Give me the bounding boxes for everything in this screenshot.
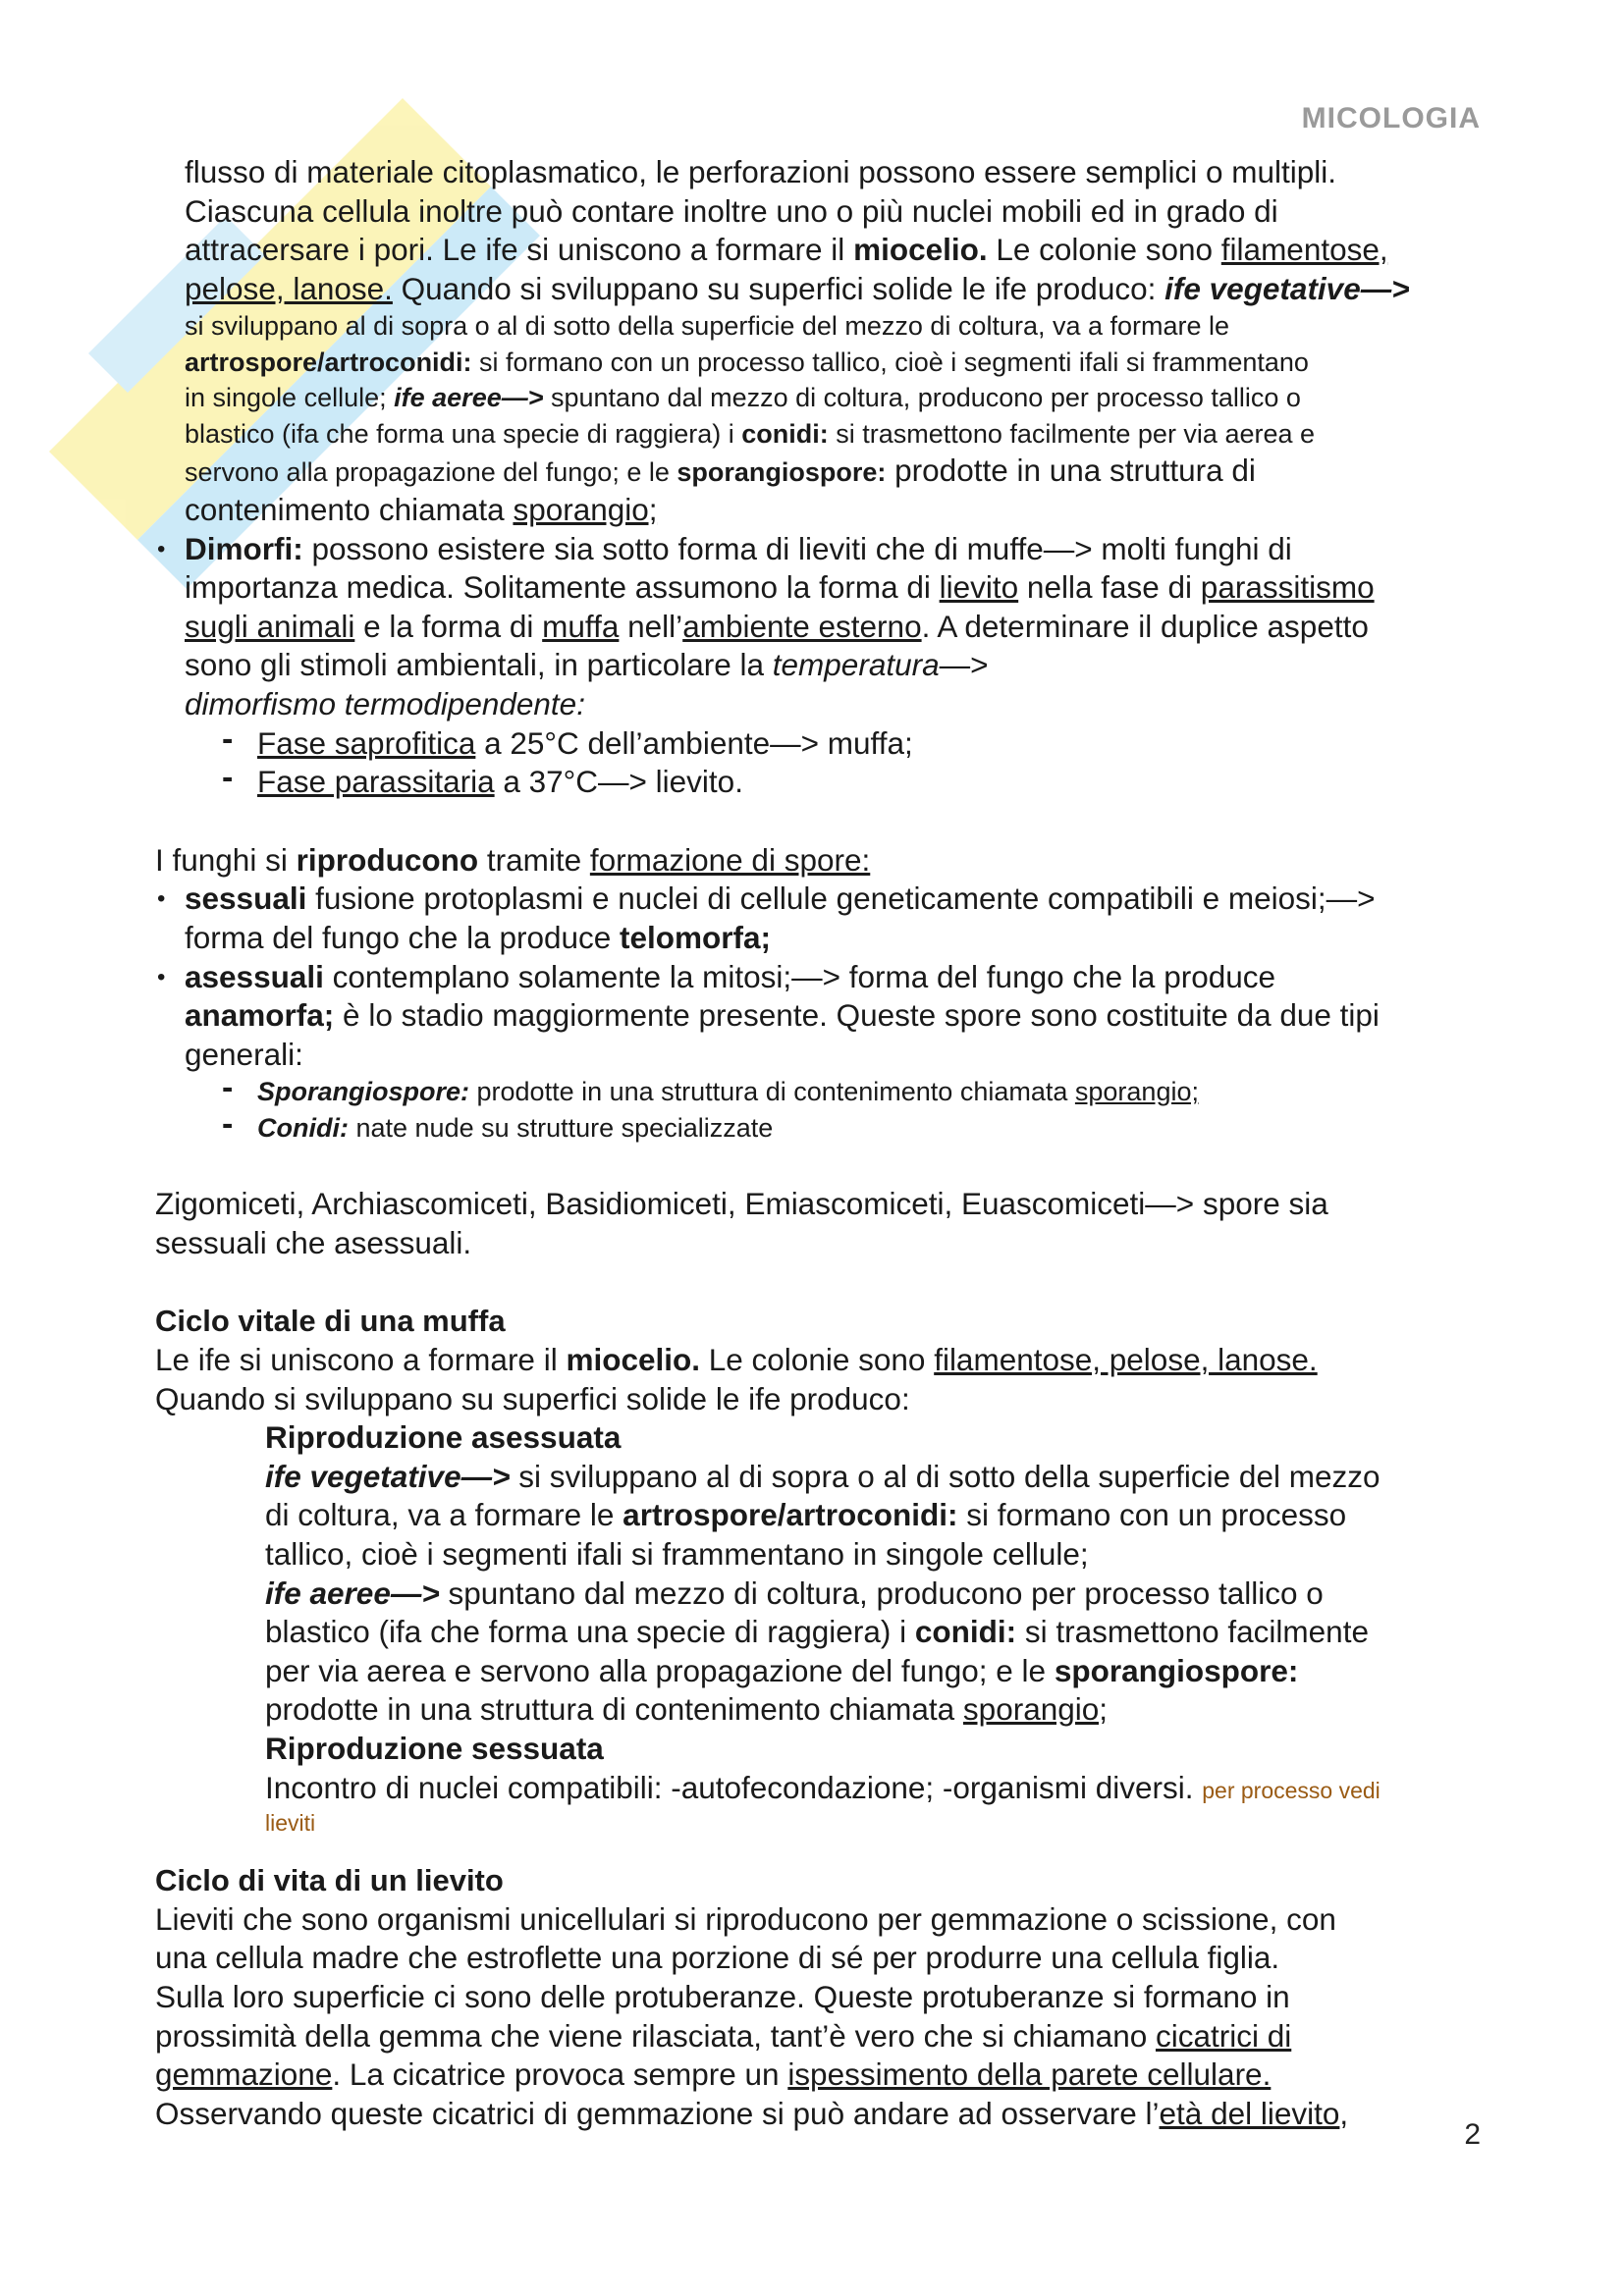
- text-line: Ciascuna cellula inoltre può contare inoltre uno o più nuclei mobili ed in grado di: [185, 192, 1278, 229]
- text-line: contenimento chiamata sporangio;: [185, 491, 658, 527]
- text-line: Sulla loro superficie ci sono delle protuberanze. Queste protuberanze si formano in: [155, 1978, 1290, 2014]
- text-line: forma del fungo che la produce telomorfa;: [185, 919, 772, 955]
- text-line: Osservando queste cicatrici di gemmazione si può andare ad osservare l’età del lievito,: [155, 2095, 1349, 2131]
- text-line: prodotte in una struttura di contenimento chiamata sporangio;: [265, 1691, 1109, 1728]
- text-line: ife aeree—> spuntano dal mezzo di coltura, producono per processo tallico o: [265, 1575, 1324, 1611]
- dash-item: - Conidi: nate nude su strutture specializzate: [155, 1110, 1490, 1147]
- text-line: sono gli stimoli ambientali, in particolare la temperatura—>: [185, 647, 989, 683]
- text-line: sessuali che asessuali.: [155, 1224, 472, 1260]
- dimorfi-bullet: [155, 530, 1490, 802]
- intro-paragraph: [155, 153, 1490, 530]
- page-number: 2: [1464, 2118, 1481, 2151]
- subheading: Riproduzione sessuata: [265, 1731, 604, 1766]
- section-heading: Ciclo di vita di un lievito: [155, 1863, 504, 1898]
- text-line: dimorfismo termodipendente:: [185, 685, 585, 721]
- text-line: una cellula madre che estroflette una porzione di sé per produrre una cellula figlia.: [155, 1940, 1280, 1976]
- list-item: • asessuali contemplano solamente la mitosi;—> forma del fungo che la produce: [155, 958, 1490, 997]
- margin-note: lieviti: [265, 1810, 316, 1837]
- text-line: tallico, cioè i segmenti ifali si frammentano in singole cellule;: [265, 1536, 1089, 1573]
- text-line: artrospore/artroconidi: si formano con un processo tallico, cioè i segmenti ifali si frammentano: [185, 347, 1309, 377]
- text-line: Quando si sviluppano su superfici solide le ife produco:: [155, 1380, 910, 1416]
- document-body: [155, 153, 1490, 2133]
- text-line: anamorfa; è lo stadio maggiormente presente. Queste spore sono costituite da due tipi: [185, 997, 1380, 1034]
- text-line: Le ife si uniscono a formare il miocelio. Le colonie sono filamentose, pelose, lanose.: [155, 1342, 1318, 1378]
- list-item: • sessuali fusione protoplasmi e nuclei di cellule geneticamente compatibili e meiosi;—>: [155, 880, 1490, 919]
- ciclo-lievito-section: [155, 1861, 1490, 2133]
- text-line: di coltura, va a formare le artrospore/artroconidi: si formano con un processo: [265, 1497, 1347, 1533]
- text-line: blastico (ifa che forma una specie di raggiera) i conidi: si trasmettono facilmente per via aerea e: [185, 418, 1316, 449]
- dash-item: - Sporangiospore: prodotte in una struttura di contenimento chiamata sporangio;: [155, 1074, 1490, 1110]
- text-line: attracersare i pori. Le ife si uniscono a formare il miocelio. Le colonie sono filamentose,: [185, 232, 1388, 268]
- text-line: pelose, lanose. Quando si sviluppano su superfici solide le ife produco: ife vegetative—>: [185, 270, 1410, 306]
- text-line: blastico (ifa che forma una specie di raggiera) i conidi: si trasmettono facilmente: [265, 1614, 1369, 1650]
- text-line: servono alla propagazione del fungo; e le sporangiospore: prodotte in una struttura di: [185, 453, 1256, 489]
- text-line: Lieviti che sono organismi unicellulari si riproducono per gemmazione o scissione, con: [155, 1900, 1336, 1937]
- text-line: prossimità della gemma che viene rilasciata, tant’è vero che si chiamano cicatrici di: [155, 2017, 1292, 2054]
- text-line: [155, 1810, 1490, 1840]
- text-line: flusso di materiale citoplasmatico, le perforazioni possono essere semplici o multipli.: [185, 154, 1337, 189]
- text-line: in singole cellule; ife aeree—> spuntano dal mezzo di coltura, producono per processo tallico o: [185, 383, 1301, 413]
- text-line: ife vegetative—> si sviluppano al di sopra o al di sotto della superficie del mezzo: [265, 1458, 1380, 1494]
- ciclo-muffa-section: [155, 1302, 1490, 1840]
- text-line: si sviluppano al di sopra o al di sotto della superficie del mezzo di coltura, va a formare le: [185, 311, 1230, 342]
- subheading: Riproduzione asessuata: [265, 1419, 622, 1456]
- text-line: Incontro di nuclei compatibili: -autofecondazione; -organismi diversi. per processo vedi: [265, 1769, 1380, 1805]
- margin-note: per processo vedi: [1202, 1777, 1380, 1803]
- riproduzione-section: [155, 841, 1490, 1263]
- text-line: generali:: [185, 1036, 303, 1072]
- text-line: I funghi si riproducono tramite formazione di spore:: [155, 841, 871, 878]
- page-header-title: MICOLOGIA: [1301, 102, 1481, 134]
- text-line: per via aerea e servono alla propagazione del fungo; e le sporangiospore:: [265, 1652, 1299, 1688]
- section-heading: Ciclo vitale di una muffa: [155, 1304, 506, 1339]
- list-item: • Dimorfi: possono esistere sia sotto forma di lieviti che di muffe—> molti funghi di: [155, 530, 1490, 569]
- text-line: sugli animali e la forma di muffa nell’ambiente esterno. A determinare il duplice aspetto: [185, 608, 1369, 644]
- text-line: importanza medica. Solitamente assumono la forma di lievito nella fase di parassitismo: [185, 569, 1375, 606]
- dash-item: - Fase saprofitica a 25°C dell’ambiente—> muffa;: [155, 724, 1490, 764]
- text-line: gemmazione. La cicatrice provoca sempre un ispessimento della parete cellulare.: [155, 2056, 1272, 2093]
- dash-item: - Fase parassitaria a 37°C—> lievito.: [155, 763, 1490, 802]
- text-line: Zigomiceti, Archiascomiceti, Basidiomiceti, Emiascomiceti, Euascomiceti—> spore sia: [155, 1186, 1328, 1222]
